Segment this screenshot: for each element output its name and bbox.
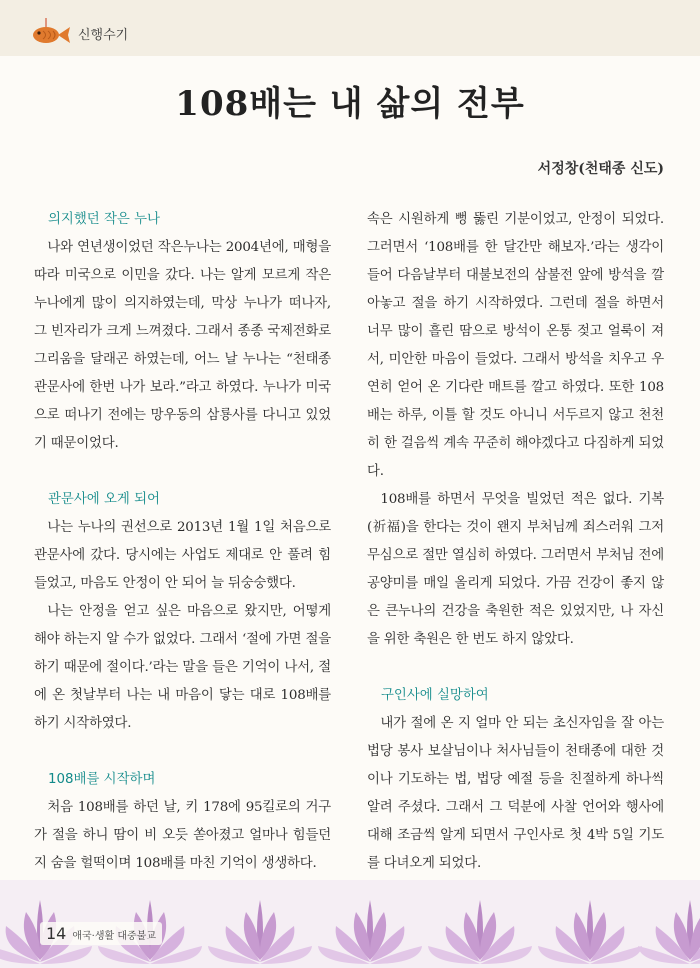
section-heading: 관문사에 오게 되어 — [48, 492, 160, 507]
paragraph: 나는 안정을 얻고 싶은 마음으로 왔지만, 어떻게 해야 하는지 알 수가 없었다. 그래서 ‘절에 가면 절을 하기 때문에 절이다.’라는 말을 들은 기억이 나서, 절에 온 첫날부터 나는 내 마음이 닿는 대로 108배를 하기 시작하였다. — [34, 604, 331, 731]
left-column — [34, 206, 331, 906]
right-column — [367, 206, 664, 906]
page-number: 14 — [46, 924, 67, 943]
fish-bun-icon — [28, 18, 74, 48]
paragraph: 처음 108배를 하던 날, 키 178에 95킬로의 거구가 절을 하니 땀이 비 오듯 쏟아졌고 얼마나 힘들던지 숨을 헐떡이며 108배를 마친 기억이 생생하다. — [34, 800, 331, 871]
paragraph: 나와 연년생이었던 작은누나는 2004년에, 매형을 따라 미국으로 이민을 갔다. 나는 알게 모르게 작은누나에게 많이 의지하였는데, 막상 누나가 떠나자, 그 빈자리가 크게 느껴졌다. 그래서 종종 국제전화로 그리움을 달래곤 하였는데, 어느 날 누나는 “천태종 관문사에 한번 나가 보라.”라고 하였다. 누나가 미국으로 떠나기 전에는 망우동의 삼룡사를 다니고 있었기 때문이었다. — [34, 240, 331, 451]
section-heading: 108배를 시작하며 — [48, 772, 156, 787]
publication-name: 애국·생활 대중불교 — [72, 931, 156, 942]
paragraph: 나는 누나의 권선으로 2013년 1월 1일 처음으로 관문사에 갔다. 당시에는 사업도 제대로 안 풀려 힘들었고, 마음도 안정이 안 되어 늘 뒤숭숭했다. — [34, 520, 331, 591]
section-header — [28, 18, 128, 48]
paragraph: 내가 절에 온 지 얼마 안 되는 초신자임을 잘 아는 법당 봉사 보살님이나 처사님들이 천태종에 대한 것이나 기도하는 법, 법당 예절 등을 친절하게 하나씩 알려 주셨다. 그래서 그 덕분에 사찰 언어와 행사에 대해 조금씩 알게 되면서 구인사로 첫 4박 5일 기도를 다녀오게 되었다. — [367, 716, 664, 871]
article-author: 서정창(천태종 신도) — [537, 161, 664, 177]
section-heading: 구인사에 실망하여 — [381, 688, 489, 703]
paragraph-continued: 속은 시원하게 뻥 뚫린 기분이었고, 안정이 되었다. 그러면서 ‘108배를 한 달간만 해보자.’라는 생각이 들어 다음날부터 대불보전의 삼불전 앞에 방석을 깔아놓고 절을 하기 시작하였다. 그런데 절을 하면서 너무 많이 흘린 땀으로 방석이 온통 젖고 얼룩이 져서, 미안한 마음이 들었다. 그래서 방석을 치우고 우연히 얻어 온 기다란 매트를 깔고 하였다. 또한 108배는 하루, 이틀 할 것도 아니니 서두르지 않고 천천히 한 걸음씩 계속 꾸준히 해야겠다고 다짐하게 되었다. — [367, 212, 664, 479]
article-title: 108배는 내 삶의 전부 — [175, 84, 525, 124]
section-label: 신행수기 — [78, 27, 129, 43]
page-footer — [40, 922, 162, 945]
section-heading: 의지했던 작은 누나 — [48, 212, 160, 227]
paragraph: 108배를 하면서 무엇을 빌었던 적은 없다. 기복(祈福)을 한다는 것이 왠지 부처님께 죄스러워 그저 무심으로 절만 열심히 하였다. 그러면서 부처님 전에 공양미를 매일 올리게 되었다. 가끔 건강이 좋지 않은 큰누나의 건강을 축원한 적은 있었지만, 나 자신을 위한 축원은 한 번도 하지 않았다. — [367, 492, 664, 647]
